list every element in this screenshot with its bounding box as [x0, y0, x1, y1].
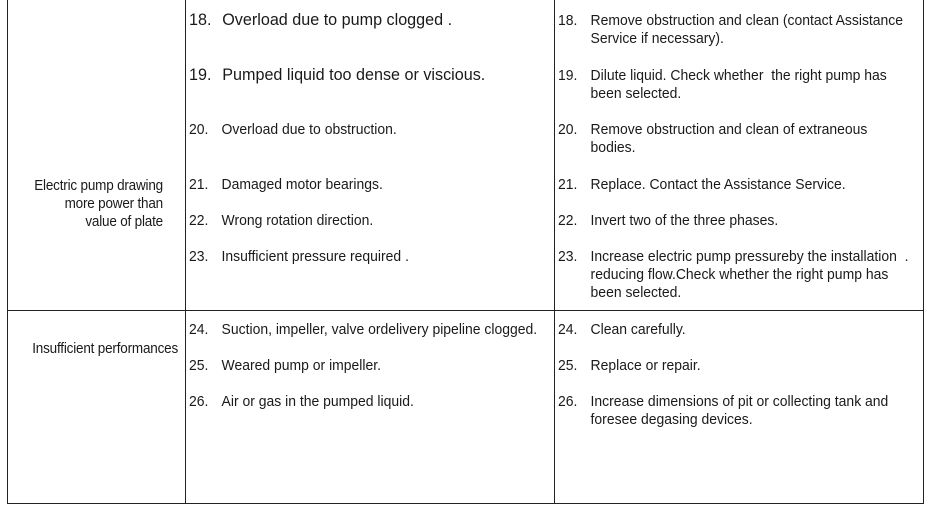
table-border-right — [923, 0, 924, 504]
cause-text: Overload due to obstruction. — [221, 121, 397, 138]
table-border-left — [7, 0, 8, 504]
remedy-text: Clean carefully. — [590, 321, 686, 338]
remedy-text: Invert two of the three phases. — [590, 212, 779, 229]
remedy-text: Dilute liquid. Check whether the right pump has been selected. — [590, 67, 887, 102]
remedy-text: Remove obstruction and clean of extraneous bodies. — [590, 121, 868, 156]
condition-cell — [5, 177, 163, 231]
item-number: 20. — [558, 121, 578, 138]
item-number: 19. — [189, 65, 212, 84]
remedy-text: Increase electric pump pressureby the installation . reducing flow.Check whether the right pump has been selected. — [590, 248, 909, 301]
item-number: 24. — [558, 321, 578, 338]
item-number: 20. — [189, 121, 209, 138]
cause-text: Overload due to pump clogged . — [222, 10, 453, 29]
condition-cell — [15, 340, 178, 358]
item-number: 19. — [558, 67, 578, 84]
item-number: 21. — [189, 176, 209, 193]
item-number: 23. — [189, 248, 209, 265]
remedy-text: Remove obstruction and clean (contact Assistance Service if necessary). — [590, 12, 904, 47]
condition-line: Electric pump drawing — [34, 178, 163, 194]
cause-text: Damaged motor bearings. — [221, 176, 383, 193]
item-number: 22. — [558, 212, 578, 229]
cause-text: Wrong rotation direction. — [221, 212, 374, 229]
cause-text: Air or gas in the pumped liquid. — [221, 393, 414, 410]
item-number: 18. — [558, 12, 578, 29]
condition-line: more power than — [64, 196, 163, 212]
column-divider-2 — [554, 0, 555, 504]
condition-line: value of plate — [85, 214, 163, 230]
remedy-text: Replace or repair. — [590, 357, 701, 374]
item-number: 25. — [558, 357, 578, 374]
condition-line: Insufficient performances — [32, 341, 178, 357]
item-number: 21. — [558, 176, 578, 193]
item-number: 18. — [189, 10, 212, 29]
item-number: 22. — [189, 212, 209, 229]
item-number: 25. — [189, 357, 209, 374]
cause-text: Pumped liquid too dense or viscious. — [222, 65, 486, 84]
cause-text: Insufficient pressure required . — [221, 248, 409, 265]
section-divider — [7, 310, 924, 311]
item-number: 26. — [558, 393, 578, 410]
item-number: 24. — [189, 321, 209, 338]
item-number: 23. — [558, 248, 578, 265]
table-border-bottom — [7, 503, 924, 504]
remedy-text: Replace. Contact the Assistance Service. — [590, 176, 846, 193]
cause-text: Weared pump or impeller. — [221, 357, 382, 374]
remedy-text: Increase dimensions of pit or collecting tank and foresee degasing devices. — [590, 393, 889, 428]
item-number: 26. — [189, 393, 209, 410]
cause-text: Suction, impeller, valve ordelivery pipeline clogged. — [221, 321, 538, 338]
column-divider-1 — [185, 0, 186, 504]
